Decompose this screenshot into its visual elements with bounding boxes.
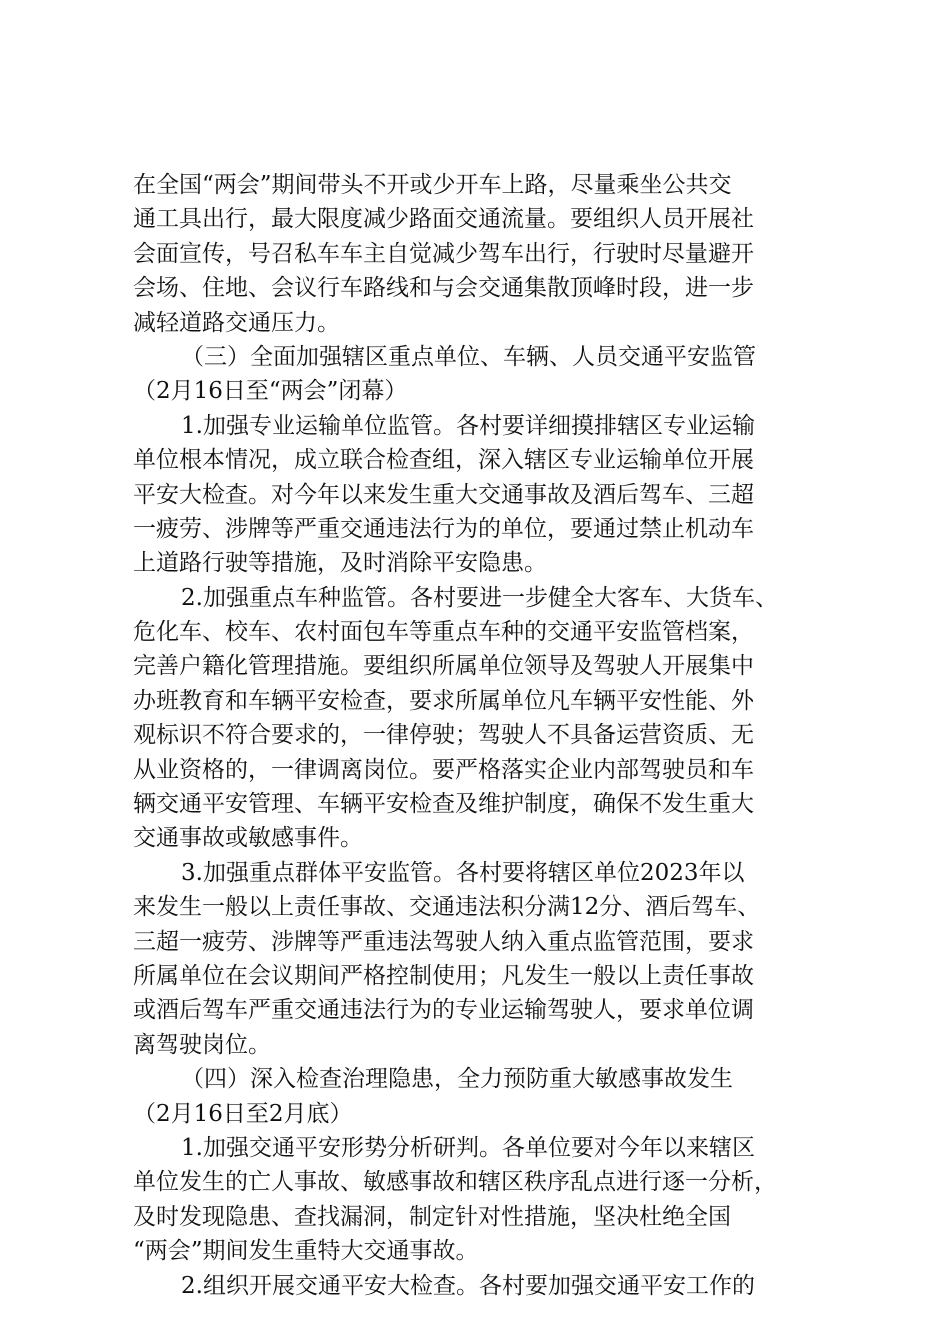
text-line: 在全国“两会”期间带头不开或少开车上路，尽量乘坐公共交 — [133, 172, 732, 198]
paragraph-first-line: 1.加强交通平安形势分析研判。各单位要对今年以来辖区 — [181, 1134, 755, 1161]
text-line: 上道路行驶等措施，及时消除平安隐患。 — [133, 550, 547, 577]
text-line: 所属单位在会议期间严格控制使用；凡发生一般以上责任事故 — [133, 962, 754, 989]
section-heading: （三）全面加强辖区重点单位、车辆、人员交通平安监管 — [181, 343, 756, 370]
text-line: 会面宣传，号召私车车主自觉减少驾车出行，行驶时尽量避开 — [133, 240, 754, 267]
text-line: 办班教育和车辆平安检查，要求所属单位凡车辆平安性能、外 — [133, 687, 754, 714]
text-line: 辆交通平安管理、车辆平安检查及维护制度，确保不发生重大 — [133, 791, 754, 818]
text-line: 离驾驶岗位。 — [133, 1031, 271, 1058]
text-line: 单位根本情况，成立联合检查组，深入辖区专业运输单位开展 — [133, 447, 754, 474]
text-line: 减轻道路交通压力。 — [133, 309, 340, 336]
body-text — [133, 168, 833, 1303]
text-line: 或酒后驾车严重交通违法行为的专业运输驾驶人，要求单位调 — [133, 997, 754, 1024]
section-heading-date: （2月16日至2月底） — [133, 1100, 353, 1127]
text-line: 平安大检查。对今年以来发生重大交通事故及酒后驾车、三超 — [133, 481, 754, 508]
paragraph-first-line: 2.组织开展交通平安大检查。各村要加强交通平安工作的 — [181, 1272, 755, 1299]
text-line: 会场、住地、会议行车路线和与会交通集散顶峰时段，进一步 — [133, 275, 754, 302]
section-heading-date: （2月16日至“两会”闭幕） — [133, 378, 408, 405]
text-line: 危化车、校车、农村面包车等重点车种的交通平安监管档案， — [133, 619, 754, 646]
text-line: 三超一疲劳、涉牌等严重违法驾驶人纳入重点监管范围，要求 — [133, 928, 754, 955]
paragraph-first-line: 3.加强重点群体平安监管。各村要将辖区单位2023年以 — [181, 859, 745, 886]
text-line: 一疲劳、涉牌等严重交通违法行为的单位，要通过禁止机动车 — [133, 515, 754, 542]
text-line: 来发生一般以上责任事故、交通违法积分满12分、酒后驾车、 — [133, 894, 761, 921]
text-line: 从业资格的，一律调离岗位。要严格落实企业内部驾驶员和车 — [133, 756, 754, 783]
paragraph-first-line: 1.加强专业运输单位监管。各村要详细摸排辖区专业运输 — [181, 412, 755, 439]
text-line: 通工具出行，最大限度减少路面交通流量。要组织人员开展社 — [133, 206, 754, 233]
text-line: 单位发生的亡人事故、敏感事故和辖区秩序乱点进行逐一分析， — [133, 1169, 777, 1196]
text-line: 交通事故或敏感事件。 — [133, 825, 363, 852]
paragraph-first-line: 2.加强重点车种监管。各村要进一步健全大客车、大货车、 — [181, 584, 778, 611]
text-line: 观标识不符合要求的，一律停驶；驾驶人不具备运营资质、无 — [133, 722, 754, 749]
text-line: “两会”期间发生重特大交通事故。 — [133, 1238, 479, 1265]
section-heading: （四）深入检查治理隐患，全力预防重大敏感事故发生 — [181, 1066, 733, 1093]
text-line: 完善户籍化管理措施。要组织所属单位领导及驾驶人开展集中 — [133, 653, 754, 680]
text-line: 及时发现隐患、查找漏洞，制定针对性措施，坚决杜绝全国 — [133, 1203, 731, 1230]
